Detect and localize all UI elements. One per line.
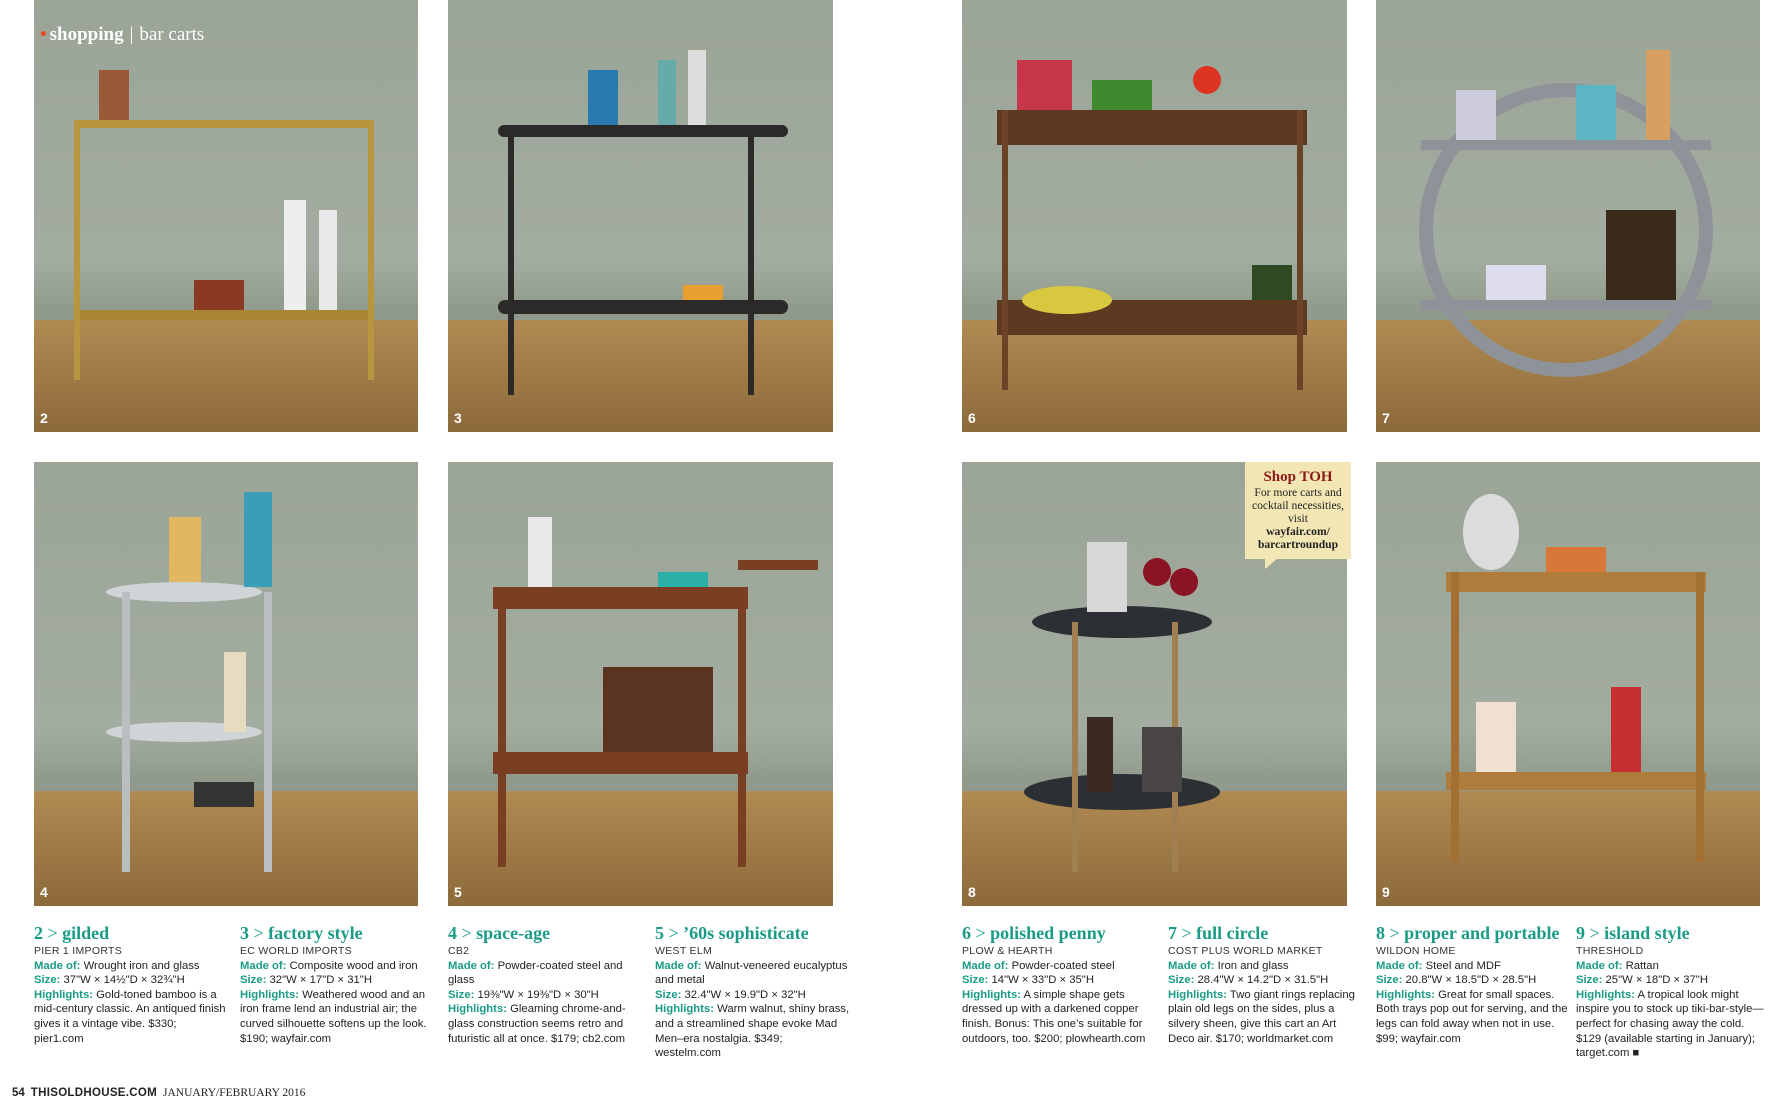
- page-footer: [12, 1087, 305, 1099]
- item-heading: 8 > proper and portable: [1376, 923, 1560, 943]
- item-brand: EC WORLD IMPORTS: [240, 945, 352, 957]
- issue-date: JANUARY/FEBRUARY 2016: [163, 1087, 306, 1099]
- page-number: 54: [12, 1087, 25, 1099]
- item-size: Size: 14"W × 33"D × 35"H: [962, 974, 1094, 987]
- item-size: Size: 20.8"W × 18.5"D × 28.5"H: [1376, 974, 1537, 987]
- item-brand: PLOW & HEARTH: [962, 945, 1053, 957]
- callout-title: Shop TOH: [1263, 469, 1333, 485]
- item-4: [448, 922, 643, 1046]
- item-made-of: Made of: Iron and glass: [1168, 959, 1289, 972]
- callout-body: For more carts and cocktail necessities, visit: [1251, 486, 1345, 525]
- item-brand: THRESHOLD: [1576, 945, 1644, 957]
- item-9: [1576, 922, 1766, 1061]
- item-2: [34, 922, 229, 1046]
- ring-cart-illustration: [1376, 0, 1760, 432]
- item-brand: COST PLUS WORLD MARKET: [1168, 945, 1323, 957]
- photo-number: 8: [968, 884, 976, 900]
- photo-cart-7: [1376, 0, 1760, 432]
- item-made-of: Made of: Wrought iron and glass: [34, 959, 200, 972]
- photo-number: 5: [454, 884, 462, 900]
- item-3: [240, 922, 435, 1046]
- item-size: Size: 25"W × 18"D × 37"H: [1576, 974, 1708, 987]
- item-made-of: Made of: Walnut-veneered eucalyptus and metal: [655, 959, 848, 987]
- item-heading: 5 > ’60s sophisticate: [655, 923, 809, 943]
- photo-cart-6: [962, 0, 1347, 432]
- item-made-of: Made of: Rattan: [1576, 959, 1659, 972]
- item-size: Size: 32.4"W × 19.9"D × 32"H: [655, 988, 806, 1001]
- callout-pointer: [1265, 559, 1277, 569]
- item-made-of: Made of: Steel and MDF: [1376, 959, 1501, 972]
- item-5: [655, 922, 850, 1061]
- item-size: Size: 28.4"W × 14.2"D × 31.5"H: [1168, 974, 1329, 987]
- item-brand: PIER 1 IMPORTS: [34, 945, 123, 957]
- section-subtitle: bar carts: [139, 24, 205, 45]
- item-brand: WEST ELM: [655, 945, 713, 957]
- item-made-of: Made of: Powder-coated steel and glass: [448, 959, 623, 987]
- section-label: [40, 24, 204, 46]
- factory-cart-illustration: [448, 0, 833, 432]
- photo-cart-9: [1376, 462, 1760, 906]
- item-heading: 6 > polished penny: [962, 923, 1106, 943]
- photo-number: 4: [40, 884, 48, 900]
- rattan-cart-illustration: [1376, 462, 1760, 906]
- item-heading: 2 > gilded: [34, 923, 110, 943]
- section-title: shopping: [49, 24, 124, 45]
- magazine-name: THISOLDHOUSE.COM: [30, 1087, 157, 1099]
- item-heading: 4 > space-age: [448, 923, 551, 943]
- item-highlights: Highlights: Weathered wood and an iron frame lend an industrial air; the curved silhouette softens up the look. $190; wayfair.com: [240, 988, 427, 1045]
- item-highlights: Highlights: A simple shape gets dressed up with a darkened copper finish. Bonus: This one’s suitable for outdoors, too. $200; plowhearth.com: [962, 988, 1146, 1045]
- item-size: Size: 19⅜"W × 19⅜"D × 30"H: [448, 988, 599, 1001]
- item-brand: WILDON HOME: [1376, 945, 1456, 957]
- item-7: [1168, 922, 1363, 1046]
- chrome-round-cart-illustration: [34, 462, 418, 906]
- photo-number: 9: [1382, 884, 1390, 900]
- item-highlights: Highlights: A tropical look might inspire you to stock up tiki-bar-style—perfect for chasing away the cold. $129 (available starting in January); target.com ■: [1576, 988, 1764, 1060]
- photo-cart-5: [448, 462, 833, 906]
- item-6: [962, 922, 1157, 1046]
- item-highlights: Highlights: Warm walnut, shiny brass, and a streamlined shape evoke Mad Men–era nostalgia. $349; westelm.com: [655, 1003, 850, 1060]
- copper-cart-illustration: [962, 0, 1347, 432]
- item-brand: CB2: [448, 945, 470, 957]
- item-size: Size: 37"W × 14½"D × 32¾"H: [34, 974, 185, 987]
- shop-toh-callout: [1245, 462, 1351, 559]
- item-8: [1376, 922, 1571, 1046]
- item-highlights: Highlights: Two giant rings replacing plain old legs on the sides, plus a silvery sheen, give this cart an Art Deco air. $170; worldmarket.com: [1168, 988, 1355, 1045]
- section-divider: |: [129, 24, 134, 45]
- section-bullet-icon: •: [40, 24, 47, 45]
- item-highlights: Highlights: Great for small spaces. Both trays pop out for serving, and the legs can fold away when not in use. $99; wayfair.com: [1376, 988, 1568, 1045]
- item-highlights: Highlights: Gleaming chrome-and-glass construction seems retro and futuristic all at once. $179; cb2.com: [448, 1003, 626, 1045]
- photo-number: 6: [968, 410, 976, 426]
- photo-cart-4: [34, 462, 418, 906]
- item-heading: 7 > full circle: [1168, 923, 1269, 943]
- photo-number: 3: [454, 410, 462, 426]
- item-heading: 3 > factory style: [240, 923, 363, 943]
- gold-bamboo-cart-illustration: [34, 0, 418, 432]
- item-highlights: Highlights: Gold-toned bamboo is a mid-century classic. An antiqued finish gives it a vintage vibe. $330; pier1.com: [34, 988, 226, 1045]
- item-size: Size: 32"W × 17"D × 31"H: [240, 974, 372, 987]
- item-heading: 9 > island style: [1576, 923, 1690, 943]
- item-made-of: Made of: Composite wood and iron: [240, 959, 418, 972]
- item-made-of: Made of: Powder-coated steel: [962, 959, 1115, 972]
- photo-cart-3: [448, 0, 833, 432]
- photo-number: 7: [1382, 410, 1390, 426]
- photo-cart-2: [34, 0, 418, 432]
- walnut-cart-illustration: [448, 462, 833, 906]
- photo-number: 2: [40, 410, 48, 426]
- callout-link[interactable]: wayfair.com/ barcartroundup: [1257, 525, 1339, 551]
